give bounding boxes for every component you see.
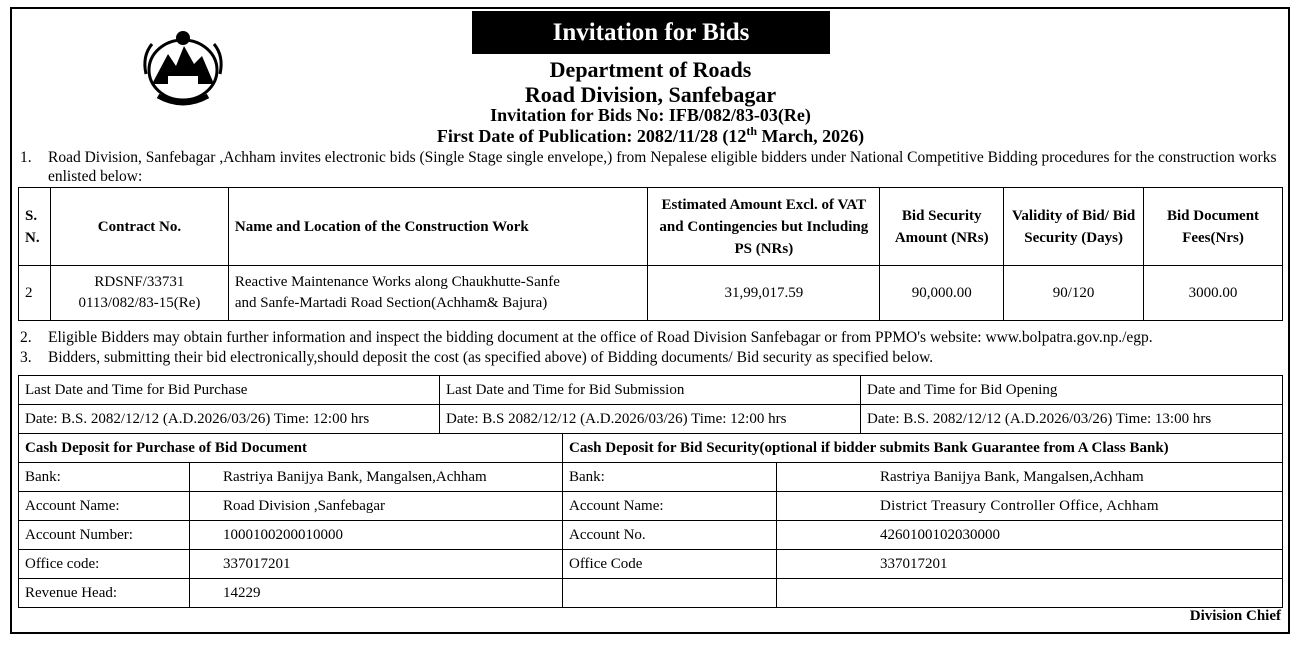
- cell-estimate: 31,99,017.59: [648, 266, 880, 321]
- left-label: Bank:: [19, 463, 190, 492]
- header-validity: Validity of Bid/ Bid Security (Days): [1004, 188, 1144, 266]
- left-label: Office code:: [19, 550, 190, 579]
- right-label-empty: [563, 579, 777, 608]
- dates-table: [18, 375, 1283, 434]
- table-row: [19, 521, 1283, 550]
- department-name: Department of Roads: [549, 57, 752, 82]
- page-title: Invitation for Bids: [472, 11, 830, 54]
- table-row: [19, 579, 1283, 608]
- opening-value: Date: B.S. 2082/12/12 (A.D.2026/03/26) Time: 13:00 hrs: [861, 405, 1283, 434]
- cell-security: 90,000.00: [880, 266, 1004, 321]
- table-row: [19, 463, 1283, 492]
- left-value: 337017201: [190, 550, 563, 579]
- purchase-value: Date: B.S. 2082/12/12 (A.D.2026/03/26) Time: 12:00 hrs: [19, 405, 440, 434]
- paragraph-2: 2. Eligible Bidders may obtain further information and inspect the bidding document at the office of Road Division Sanfebagar or from PPMO's website: www.bolpatra.gov.np./egp.: [20, 329, 1153, 346]
- header-estimate: Estimated Amount Excl. of VAT and Contingencies but Including PS (NRs): [648, 188, 880, 266]
- header-fees: Bid Document Fees(Nrs): [1144, 188, 1283, 266]
- right-value: 337017201: [777, 550, 1283, 579]
- right-value-empty: [777, 579, 1283, 608]
- ifb-number: Invitation for Bids No: IFB/082/83-03(Re): [490, 105, 811, 125]
- cell-work-name: Reactive Maintenance Works along Chaukhutte-Sanfe and Sanfe-Martadi Road Section(Achham& Bajura): [228, 266, 648, 321]
- left-heading: Cash Deposit for Purchase of Bid Document: [19, 434, 563, 463]
- bank-table: [18, 433, 1283, 608]
- right-heading: Cash Deposit for Bid Security(optional if bidder submits Bank Guarantee from A Class Bank): [563, 434, 1283, 463]
- right-label: Account No.: [563, 521, 777, 550]
- opening-label: Date and Time for Bid Opening: [861, 376, 1283, 405]
- right-label: Office Code: [563, 550, 777, 579]
- cell-fees: 3000.00: [1144, 266, 1283, 321]
- table-row: [19, 266, 1283, 321]
- left-label: Account Number:: [19, 521, 190, 550]
- table-row: [19, 550, 1283, 579]
- publication-date: First Date of Publication: 2082/11/28 (12th March, 2026): [436, 124, 865, 146]
- left-value: Road Division ,Sanfebagar: [190, 492, 563, 521]
- left-value: Rastriya Banijya Bank, Mangalsen,Achham: [190, 463, 563, 492]
- cell-contract: RDSNF/33731 0113/082/83-15(Re): [50, 266, 228, 321]
- left-value: 1000100200010000: [190, 521, 563, 550]
- works-table-header: [19, 188, 1283, 266]
- cell-validity: 90/120: [1004, 266, 1144, 321]
- right-value: Rastriya Banijya Bank, Mangalsen,Achham: [777, 463, 1283, 492]
- table-row: [19, 492, 1283, 521]
- division-name: Road Division, Sanfebagar: [524, 82, 777, 107]
- right-value: District Treasury Controller Office, Achham: [777, 492, 1283, 521]
- left-value: 14229: [190, 579, 563, 608]
- left-label: Revenue Head:: [19, 579, 190, 608]
- header-contract: Contract No.: [50, 188, 228, 266]
- cell-sn: 2: [19, 266, 51, 321]
- left-label: Account Name:: [19, 492, 190, 521]
- submission-value: Date: B.S 2082/12/12 (A.D.2026/03/26) Time: 12:00 hrs: [440, 405, 861, 434]
- header-work-name: Name and Location of the Construction Work: [228, 188, 648, 266]
- submission-label: Last Date and Time for Bid Submission: [440, 376, 861, 405]
- right-value: 4260100102030000: [777, 521, 1283, 550]
- paragraph-3: 3. Bidders, submitting their bid electronically,should deposit the cost (as specified above) of Bidding documents/ Bid security as specified below.: [20, 349, 934, 366]
- purchase-label: Last Date and Time for Bid Purchase: [19, 376, 440, 405]
- right-label: Account Name:: [563, 492, 777, 521]
- works-table: [18, 187, 1283, 321]
- header-security: Bid Security Amount (NRs): [880, 188, 1004, 266]
- paragraph-1: 1. Road Division, Sanfebagar ,Achham invites electronic bids (Single Stage single envelope,) from Nepalese eligible bidders under National Competitive Bidding procedures for the construction works enlisted below:: [20, 149, 1277, 185]
- signature: Division Chief: [1189, 608, 1281, 624]
- header-sn: S. N.: [19, 188, 51, 266]
- right-label: Bank:: [563, 463, 777, 492]
